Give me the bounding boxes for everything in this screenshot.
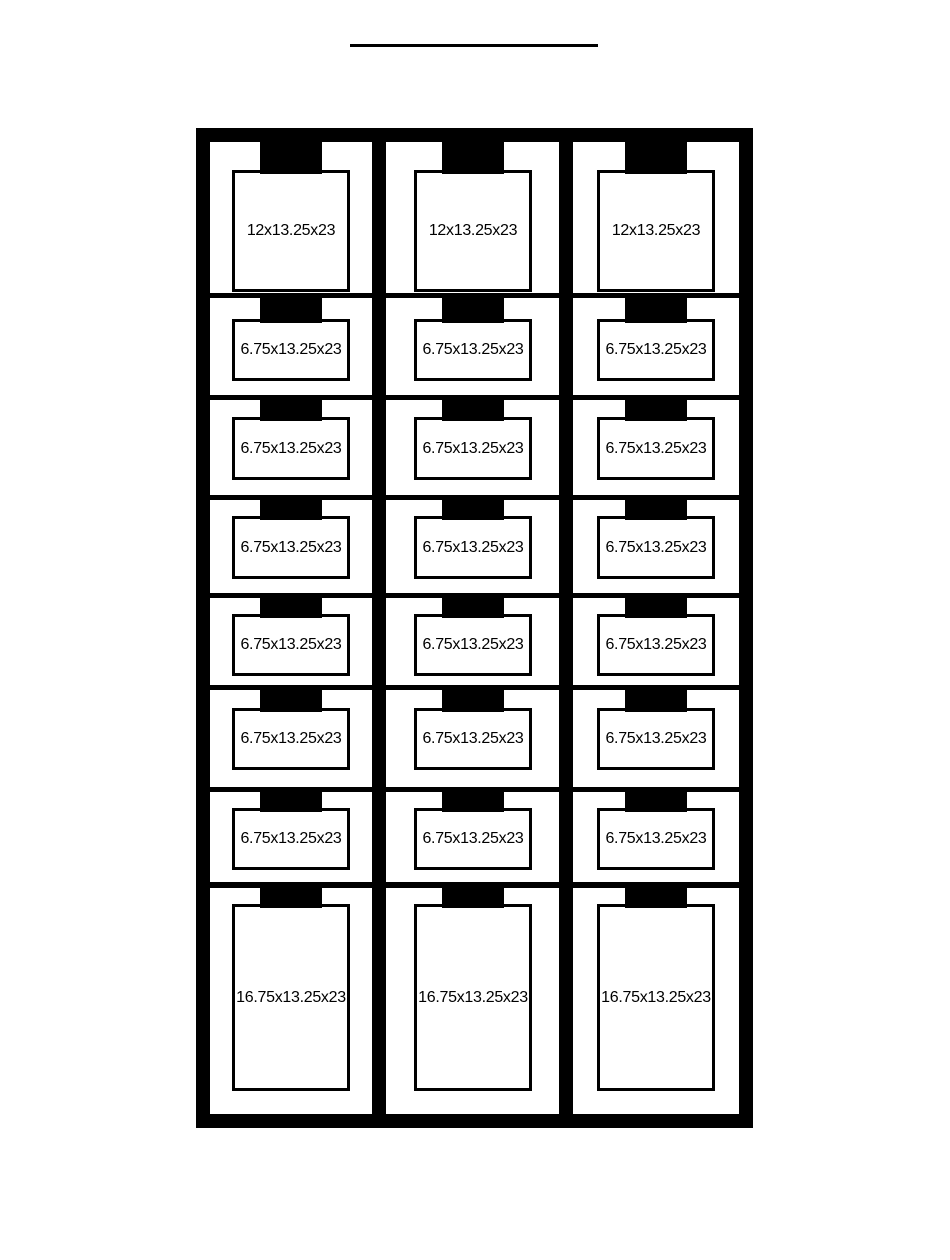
drawer-dimension-label: 6.75x13.25x23 [605, 538, 707, 556]
drawer-dimension-label: 12x13.25x23 [428, 222, 518, 239]
cabinet-cell [210, 690, 372, 787]
cabinet-cell [573, 400, 739, 495]
drawer [597, 319, 715, 381]
drawer-handle [625, 400, 687, 421]
drawer-handle [442, 142, 504, 174]
drawer [232, 319, 350, 381]
drawer [232, 170, 350, 292]
drawer [232, 708, 350, 770]
drawer-handle [442, 400, 504, 421]
cabinet-cell [210, 400, 372, 495]
drawer-dimension-label: 6.75x13.25x23 [422, 341, 524, 358]
drawer-dimension-label: 6.75x13.25x23 [240, 730, 342, 747]
drawer-dimension-label: 6.75x13.25x23 [240, 341, 342, 358]
drawer-dimension-label: 6.75x13.25x23 [605, 439, 707, 457]
drawer-handle [625, 142, 687, 174]
drawer-dimension-label: 6.75x13.25x23 [605, 830, 707, 847]
drawer [232, 417, 350, 480]
drawer [597, 904, 715, 1091]
drawer [232, 516, 350, 579]
drawer-handle [442, 500, 504, 520]
drawer [597, 708, 715, 770]
drawer [414, 170, 532, 292]
cabinet-cell [573, 690, 739, 787]
drawer-dimension-label: 6.75x13.25x23 [422, 636, 524, 653]
drawer-handle [260, 298, 322, 323]
drawer [414, 319, 532, 381]
drawer-handle [442, 298, 504, 323]
drawer [414, 808, 532, 870]
cabinet-cell [386, 298, 559, 395]
cabinet-cell [210, 888, 372, 1114]
drawer [232, 904, 350, 1091]
drawer-dimension-label: 6.75x13.25x23 [605, 341, 707, 358]
cabinet-cell [573, 500, 739, 593]
cabinet-cell [210, 598, 372, 685]
drawer-dimension-label: 6.75x13.25x23 [422, 538, 524, 556]
cabinet-cell [573, 142, 739, 293]
drawer-dimension-label: 6.75x13.25x23 [422, 730, 524, 747]
drawer [414, 904, 532, 1091]
cabinet-cell [386, 888, 559, 1114]
drawer [232, 614, 350, 676]
drawer [232, 808, 350, 870]
drawer-dimension-label: 6.75x13.25x23 [240, 830, 342, 847]
drawer [414, 516, 532, 579]
drawer [597, 170, 715, 292]
drawer [597, 516, 715, 579]
cabinet-cell [210, 298, 372, 395]
drawer-dimension-label: 6.75x13.25x23 [240, 636, 342, 653]
drawer-dimension-label: 6.75x13.25x23 [605, 636, 707, 653]
cabinet-cell [386, 400, 559, 495]
drawer-handle [625, 690, 687, 712]
drawer-handle [625, 598, 687, 618]
drawer-dimension-label: 6.75x13.25x23 [422, 439, 524, 457]
cabinet-cell [210, 142, 372, 293]
drawer-dimension-label: 6.75x13.25x23 [605, 730, 707, 747]
drawer-handle [442, 690, 504, 712]
drawer-dimension-label: 12x13.25x23 [611, 222, 701, 239]
drawer-handle [625, 298, 687, 323]
drawer-handle [625, 792, 687, 812]
drawer-handle [260, 792, 322, 812]
cabinet-cell [573, 888, 739, 1114]
drawer-dimension-label: 16.75x13.25x23 [236, 988, 346, 1006]
drawer-dimension-label: 6.75x13.25x23 [422, 830, 524, 847]
drawer [597, 808, 715, 870]
cabinet-cell [386, 690, 559, 787]
drawer-handle [260, 400, 322, 421]
cabinet-cell [386, 500, 559, 593]
drawer-handle [260, 598, 322, 618]
drawer-handle [442, 792, 504, 812]
drawer-handle [260, 690, 322, 712]
drawer-dimension-label: 6.75x13.25x23 [240, 439, 342, 457]
drawer-handle [625, 500, 687, 520]
drawer-dimension-label: 16.75x13.25x23 [601, 988, 711, 1006]
drawer-dimension-label: 16.75x13.25x23 [418, 988, 528, 1006]
drawer [414, 614, 532, 676]
drawer-handle [442, 598, 504, 618]
drawer-cabinet [196, 128, 753, 1128]
cabinet-cell [573, 792, 739, 882]
drawer [414, 417, 532, 480]
cabinet-cell [210, 792, 372, 882]
drawer-dimension-label: 6.75x13.25x23 [240, 538, 342, 556]
cabinet-cell [386, 598, 559, 685]
drawer-dimension-label: 12x13.25x23 [246, 222, 336, 239]
cabinet-cell [210, 500, 372, 593]
drawer-handle [260, 500, 322, 520]
drawer-handle [260, 142, 322, 174]
drawer [597, 417, 715, 480]
drawer [414, 708, 532, 770]
cabinet-cell [386, 142, 559, 293]
title-underline [350, 44, 598, 47]
cabinet-cell [573, 598, 739, 685]
cabinet-cell [573, 298, 739, 395]
drawer-handle [625, 888, 687, 908]
drawer-handle [442, 888, 504, 908]
drawer [597, 614, 715, 676]
drawer-handle [260, 888, 322, 908]
cabinet-cell [386, 792, 559, 882]
